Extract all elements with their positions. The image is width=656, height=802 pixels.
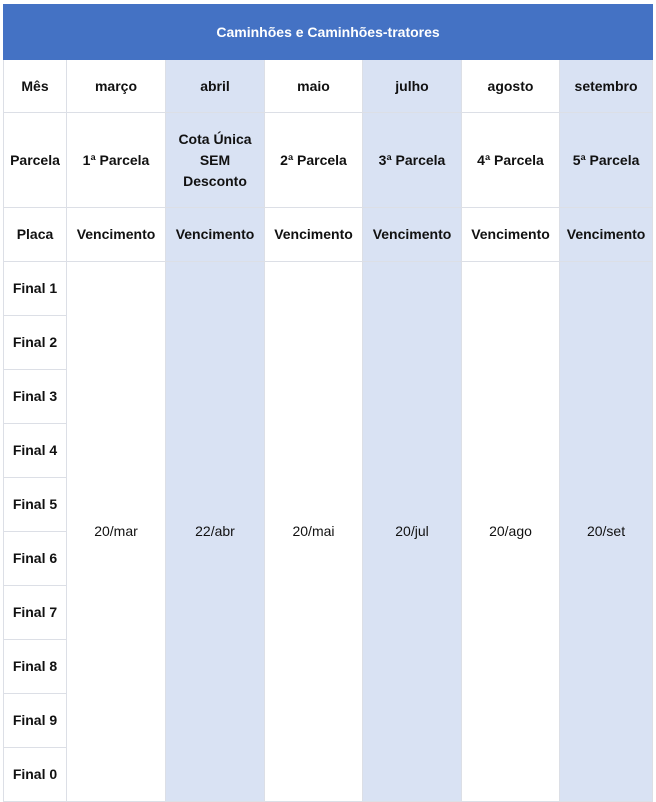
installment-cell: Cota Única SEM Desconto <box>166 113 265 208</box>
installment-cell: 3ª Parcela <box>363 113 462 208</box>
installment-row <box>4 113 653 208</box>
plate-final-label: Final 0 <box>4 748 67 802</box>
due-label-row <box>4 208 653 262</box>
calendar-table-container <box>3 4 652 802</box>
installment-cell: 4ª Parcela <box>462 113 560 208</box>
due-label-cell: Vencimento <box>560 208 653 262</box>
due-date-cell: 20/set <box>560 262 653 802</box>
due-label-cell: Vencimento <box>265 208 363 262</box>
row-label-placa: Placa <box>4 208 67 262</box>
month-cell: agosto <box>462 60 560 113</box>
month-cell: julho <box>363 60 462 113</box>
plate-final-label: Final 1 <box>4 262 67 316</box>
due-label-cell: Vencimento <box>363 208 462 262</box>
plate-final-label: Final 9 <box>4 694 67 748</box>
due-date-cell: 20/ago <box>462 262 560 802</box>
due-date-cell: 20/mar <box>67 262 166 802</box>
plate-final-label: Final 2 <box>4 316 67 370</box>
plate-final-label: Final 4 <box>4 424 67 478</box>
table-title: Caminhões e Caminhões-tratores <box>4 5 653 60</box>
due-label-cell: Vencimento <box>166 208 265 262</box>
due-date-cell: 20/jul <box>363 262 462 802</box>
month-cell: setembro <box>560 60 653 113</box>
row-label-mes: Mês <box>4 60 67 113</box>
plate-final-label: Final 7 <box>4 586 67 640</box>
due-date-cell: 20/mai <box>265 262 363 802</box>
due-label-cell: Vencimento <box>462 208 560 262</box>
table-row <box>4 262 653 316</box>
month-row <box>4 60 653 113</box>
plate-final-label: Final 8 <box>4 640 67 694</box>
installment-cell: 1ª Parcela <box>67 113 166 208</box>
row-label-parcela: Parcela <box>4 113 67 208</box>
month-cell: maio <box>265 60 363 113</box>
plate-final-label: Final 5 <box>4 478 67 532</box>
month-cell: março <box>67 60 166 113</box>
due-label-cell: Vencimento <box>67 208 166 262</box>
installment-cell: 5ª Parcela <box>560 113 653 208</box>
plate-final-label: Final 3 <box>4 370 67 424</box>
due-date-cell: 22/abr <box>166 262 265 802</box>
ipva-calendar-table <box>3 4 653 802</box>
installment-cell: 2ª Parcela <box>265 113 363 208</box>
month-cell: abril <box>166 60 265 113</box>
plate-final-label: Final 6 <box>4 532 67 586</box>
